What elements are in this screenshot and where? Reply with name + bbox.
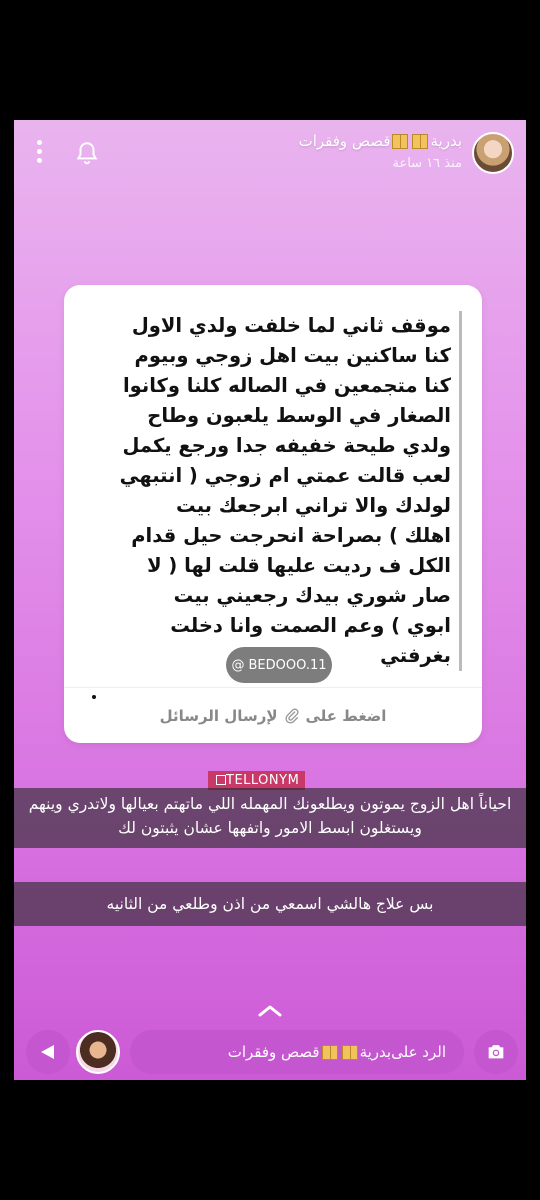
card-line: لولدك والا تراني ابرجعك بيت	[176, 494, 451, 517]
card-line: الكل ف رديت عليها قلت لها ( لا	[147, 554, 451, 577]
more-options-icon[interactable]	[34, 140, 44, 166]
story-title[interactable]	[299, 132, 462, 150]
story-topic: قصص وفقرات	[298, 132, 391, 150]
book-icon	[392, 134, 408, 149]
reply-prefix: الرد على	[391, 1043, 446, 1061]
bitmoji-avatar[interactable]	[76, 1030, 120, 1074]
reply-bar	[14, 1026, 526, 1080]
story-timestamp: منذ ١٦ ساعة	[392, 156, 462, 171]
send-arrow-icon	[38, 1042, 58, 1062]
card-line: بغرفتي	[380, 644, 451, 667]
card-line: ابوي ) وعم الصمت وانا دخلت	[170, 614, 451, 637]
card-line: كنا ساكنين بيت اهل زوجي وبيوم	[134, 344, 451, 367]
reply-input[interactable]	[130, 1030, 464, 1074]
book-icon	[342, 1045, 358, 1060]
book-icon	[322, 1045, 338, 1060]
at-icon: @	[231, 657, 245, 673]
card-line: كنا متجمعين في الصاله كلنا وكانوا	[122, 374, 451, 397]
story-author-name: بدرية	[430, 132, 462, 150]
chevron-up-icon[interactable]	[256, 1003, 284, 1019]
footer-text-start: اضغط على	[305, 706, 387, 725]
handle-text: BEDOOO.11	[248, 657, 327, 673]
story-author-avatar[interactable]	[472, 132, 514, 174]
story-caption-2: بس علاج هالشي اسمعي من اذن وطلعي من الثانيه	[14, 882, 526, 926]
question-card	[64, 285, 482, 743]
paperclip-icon	[284, 708, 300, 724]
story-header	[14, 120, 526, 190]
card-line: ولدي طيحة خفيفه جدا ورجع يكمل	[122, 434, 451, 457]
card-footer[interactable]	[64, 687, 482, 743]
card-line: اهلك ) بصراحة انحرجت حيل قدام	[131, 524, 451, 547]
story-screen	[14, 120, 526, 1080]
reply-topic: قصص وفقرات	[227, 1043, 320, 1061]
card-line: الصغار في الوسط يلعبون وطاح	[147, 404, 451, 427]
footer-text-end: لإرسال الرسائل	[159, 706, 278, 725]
send-button[interactable]	[26, 1030, 70, 1074]
camera-icon	[485, 1041, 507, 1063]
card-line: موقف ثاني لما خلفت ولدي الاول	[131, 314, 451, 337]
bell-icon[interactable]	[74, 140, 100, 166]
book-icon	[412, 134, 428, 149]
mention-handle[interactable]	[226, 647, 332, 683]
story-caption-1: احياناً اهل الزوج يموتون ويطلعونك المهمله اللي ماتهتم بعيالها ولاتدري وينهم ويستغلون ابسط الامور واتفهها عشان يثبتون لك	[14, 788, 526, 848]
reply-author-name: بدرية	[359, 1043, 392, 1061]
card-line: لعب قالت عمتي ام زوجي ( انتبهي	[119, 464, 451, 487]
tellonym-watermark: TELLONYM	[208, 771, 305, 790]
camera-button[interactable]	[474, 1030, 518, 1074]
card-message	[112, 311, 462, 671]
card-line: صار شوري بيدك رجعيني بيت	[173, 584, 451, 607]
